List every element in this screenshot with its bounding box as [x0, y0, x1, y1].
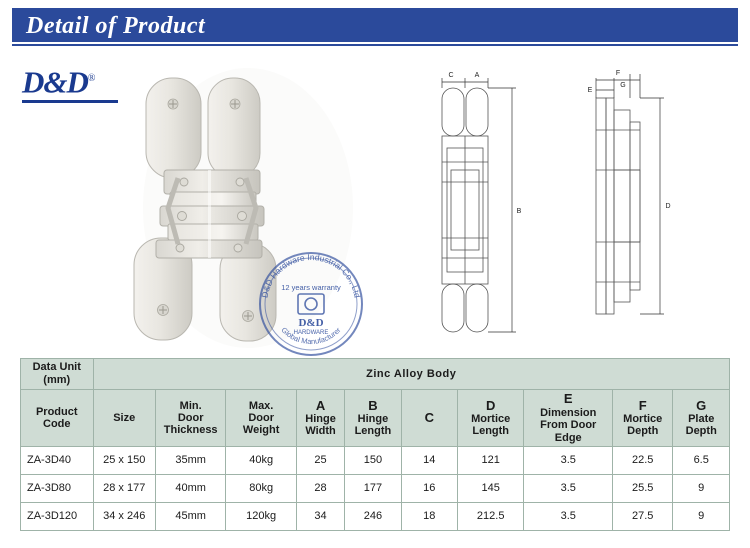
side-view-label-g: G: [620, 82, 626, 89]
cell-f: 25.5: [613, 474, 673, 502]
data-unit-line2: (mm): [43, 374, 71, 387]
page-header-banner: [12, 8, 738, 42]
cell-min-door-thickness: 45mm: [155, 502, 225, 530]
column-header-max-door-weight: [226, 390, 296, 446]
cell-f: 27.5: [613, 502, 673, 530]
column-header-plate-depth-line1: Plate: [688, 413, 715, 426]
column-header-hinge-length-letter: B: [368, 397, 378, 413]
table-row: [21, 474, 730, 502]
page-title: Detail of Product: [26, 12, 206, 39]
column-header-dimension-from-door-edge: [524, 390, 613, 446]
column-header-plate-depth: [673, 390, 730, 446]
front-view-label-c: C: [448, 72, 454, 79]
column-header-plate-depth-line2: Depth: [685, 425, 717, 438]
cell-a: 28: [296, 474, 344, 502]
cell-g: 9: [673, 502, 730, 530]
column-header-mortice-length-line1: Mortice: [471, 413, 511, 426]
column-header-dimension-letter: E: [563, 391, 573, 407]
column-header-hinge-length: [345, 390, 401, 446]
column-header-c: [401, 390, 457, 446]
table-row: [21, 446, 730, 474]
column-header-hinge-length-line2: Length: [354, 425, 392, 438]
technical-drawing-front-view: [420, 70, 550, 350]
column-header-product-code-line2: Code: [43, 418, 71, 431]
cell-min-door-thickness: 35mm: [155, 446, 225, 474]
watermark-brand-sub-text: HARDWARE: [293, 330, 329, 336]
cell-g: 6.5: [673, 446, 730, 474]
cell-product-code: ZA-3D120: [21, 502, 94, 530]
column-header-min-door-thickness-line2: Door: [177, 411, 204, 424]
data-unit-cell: [21, 359, 94, 390]
column-header-mortice-depth-line2: Depth: [627, 425, 659, 438]
side-view-label-e: E: [587, 87, 593, 94]
cell-a: 34: [296, 502, 344, 530]
cell-d: 212.5: [457, 502, 523, 530]
column-header-dimension-line1: Dimension: [540, 406, 597, 419]
column-header-mortice-length-line2: Length: [472, 425, 510, 438]
data-unit-line1: Data Unit: [32, 361, 81, 373]
column-header-hinge-width-line1: Hinge: [305, 413, 336, 426]
cell-product-code: ZA-3D40: [21, 446, 94, 474]
watermark-warranty-text: 12 years warranty: [281, 283, 341, 292]
cell-d: 121: [457, 446, 523, 474]
material-title-cell: Zinc Alloy Body: [93, 359, 730, 390]
column-header-min-door-thickness-line3: Thickness: [163, 424, 218, 437]
cell-e: 3.5: [524, 474, 613, 502]
column-header-dimension-line2: From Door Edge: [540, 419, 597, 444]
cell-size: 25 x 150: [93, 446, 155, 474]
column-header-max-door-weight-line3: Weight: [242, 424, 280, 437]
column-header-product-code: [21, 390, 94, 446]
column-header-max-door-weight-line2: Door: [248, 411, 274, 424]
column-header-mortice-depth-letter: F: [638, 397, 647, 413]
specification-table: [20, 358, 730, 531]
column-header-size-line1: Size: [113, 411, 136, 424]
watermark-seal-icon: [255, 248, 367, 360]
side-view-label-f: F: [615, 70, 621, 77]
column-header-hinge-length-line1: Hinge: [357, 413, 389, 426]
front-view-label-a: A: [474, 72, 480, 79]
side-view-icon: [560, 70, 710, 350]
front-view-icon: [420, 70, 550, 350]
cell-min-door-thickness: 40mm: [155, 474, 225, 502]
header-underline: [12, 44, 738, 46]
column-header-product-code-line1: Product: [35, 405, 78, 418]
cell-c: 18: [401, 502, 457, 530]
cell-a: 25: [296, 446, 344, 474]
cell-max-door-weight: 80kg: [226, 474, 296, 502]
cell-e: 3.5: [524, 446, 613, 474]
table-row: [21, 502, 730, 530]
registered-mark-icon: ®: [87, 73, 95, 84]
watermark-seal: [255, 248, 367, 360]
cell-f: 22.5: [613, 446, 673, 474]
cell-product-code: ZA-3D80: [21, 474, 94, 502]
cell-c: 16: [401, 474, 457, 502]
cell-g: 9: [673, 474, 730, 502]
cell-b: 177: [345, 474, 401, 502]
cell-max-door-weight: 120kg: [226, 502, 296, 530]
table-row-column-headers: [21, 390, 730, 446]
column-header-hinge-width-line2: Width: [305, 425, 336, 438]
front-view-label-b: B: [516, 208, 522, 215]
table-row-unit-header: [21, 359, 730, 390]
watermark-bottom-text: Global Manufacturer: [279, 325, 343, 347]
cell-size: 34 x 246: [93, 502, 155, 530]
technical-drawing-side-view: [560, 70, 710, 350]
side-view-label-d: D: [665, 203, 671, 210]
column-header-mortice-length: [457, 390, 523, 446]
cell-d: 145: [457, 474, 523, 502]
cell-e: 3.5: [524, 502, 613, 530]
column-header-mortice-depth: [613, 390, 673, 446]
brand-logo-underline: [22, 100, 118, 103]
cell-max-door-weight: 40kg: [226, 446, 296, 474]
column-header-mortice-depth-line1: Mortice: [623, 413, 663, 426]
cell-b: 246: [345, 502, 401, 530]
column-header-mortice-length-letter: D: [486, 397, 496, 413]
column-header-plate-depth-letter: G: [696, 397, 707, 413]
column-header-size: [93, 390, 155, 446]
column-header-hinge-width: [296, 390, 344, 446]
cell-size: 28 x 177: [93, 474, 155, 502]
brand-logo-name: D&D: [22, 64, 88, 100]
column-header-hinge-width-letter: A: [315, 397, 326, 413]
watermark-brand-text: D&D: [298, 317, 324, 329]
column-header-max-door-weight-line1: Max.: [248, 399, 274, 412]
cell-b: 150: [345, 446, 401, 474]
column-header-min-door-thickness-line1: Min.: [179, 399, 202, 412]
column-header-c-letter: C: [424, 409, 434, 425]
column-header-min-door-thickness: [155, 390, 225, 446]
watermark-top-text: D&D Hardware Industrial Co., Ltd: [259, 251, 363, 299]
cell-c: 14: [401, 446, 457, 474]
